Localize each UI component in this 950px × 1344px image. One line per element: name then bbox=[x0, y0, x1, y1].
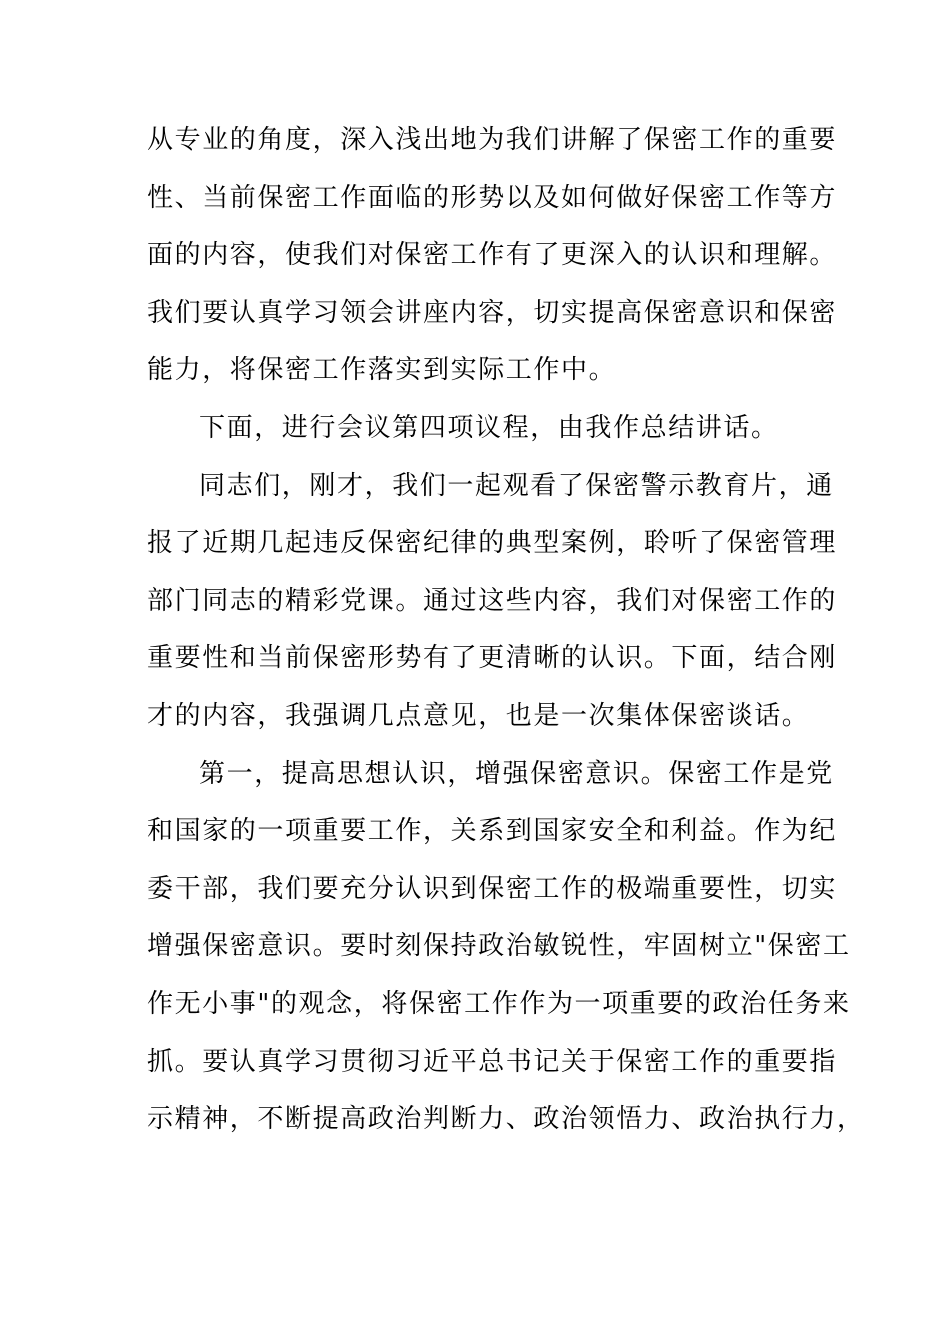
text-line-11: 才的内容，我强调几点意见，也是一次集体保密谈话。 bbox=[147, 700, 810, 731]
text-line-18: 示精神，不断提高政治判断力、政治领悟力、政治执行力， bbox=[147, 1104, 865, 1135]
text-line-3: 面的内容，使我们对保密工作有了更深入的认识和理解。 bbox=[147, 240, 838, 271]
text-line-6: 下面，进行会议第四项议程，由我作总结讲话。 bbox=[199, 412, 779, 443]
text-line-8: 报了近期几起违反保密纪律的典型案例，聆听了保密管理 bbox=[147, 528, 838, 559]
text-line-13: 和国家的一项重要工作，关系到国家安全和利益。作为纪 bbox=[147, 816, 838, 847]
text-line-4: 我们要认真学习领会讲座内容，切实提高保密意识和保密 bbox=[147, 297, 838, 328]
text-line-12: 第一，提高思想认识，增强保密意识。保密工作是党 bbox=[199, 758, 834, 789]
text-line-9: 部门同志的精彩党课。通过这些内容，我们对保密工作的 bbox=[147, 585, 838, 616]
text-line-16: 作无小事"的观念，将保密工作作为一项重要的政治任务来 bbox=[147, 988, 851, 1019]
text-line-17: 抓。要认真学习贯彻习近平总书记关于保密工作的重要指 bbox=[147, 1046, 838, 1077]
text-line-14: 委干部，我们要充分认识到保密工作的极端重要性，切实 bbox=[147, 873, 838, 904]
text-line-7: 同志们，刚才，我们一起观看了保密警示教育片，通 bbox=[199, 470, 834, 501]
text-line-10: 重要性和当前保密形势有了更清晰的认识。下面，结合刚 bbox=[147, 643, 838, 674]
text-line-1: 从专业的角度，深入浅出地为我们讲解了保密工作的重要 bbox=[147, 125, 838, 155]
text-line-15: 增强保密意识。要时刻保持政治敏锐性，牢固树立"保密工 bbox=[147, 931, 851, 962]
text-line-5: 能力，将保密工作落实到实际工作中。 bbox=[147, 355, 617, 386]
document-body bbox=[147, 125, 865, 1163]
text-line-2: 性、当前保密工作面临的形势以及如何做好保密工作等方 bbox=[147, 182, 838, 213]
